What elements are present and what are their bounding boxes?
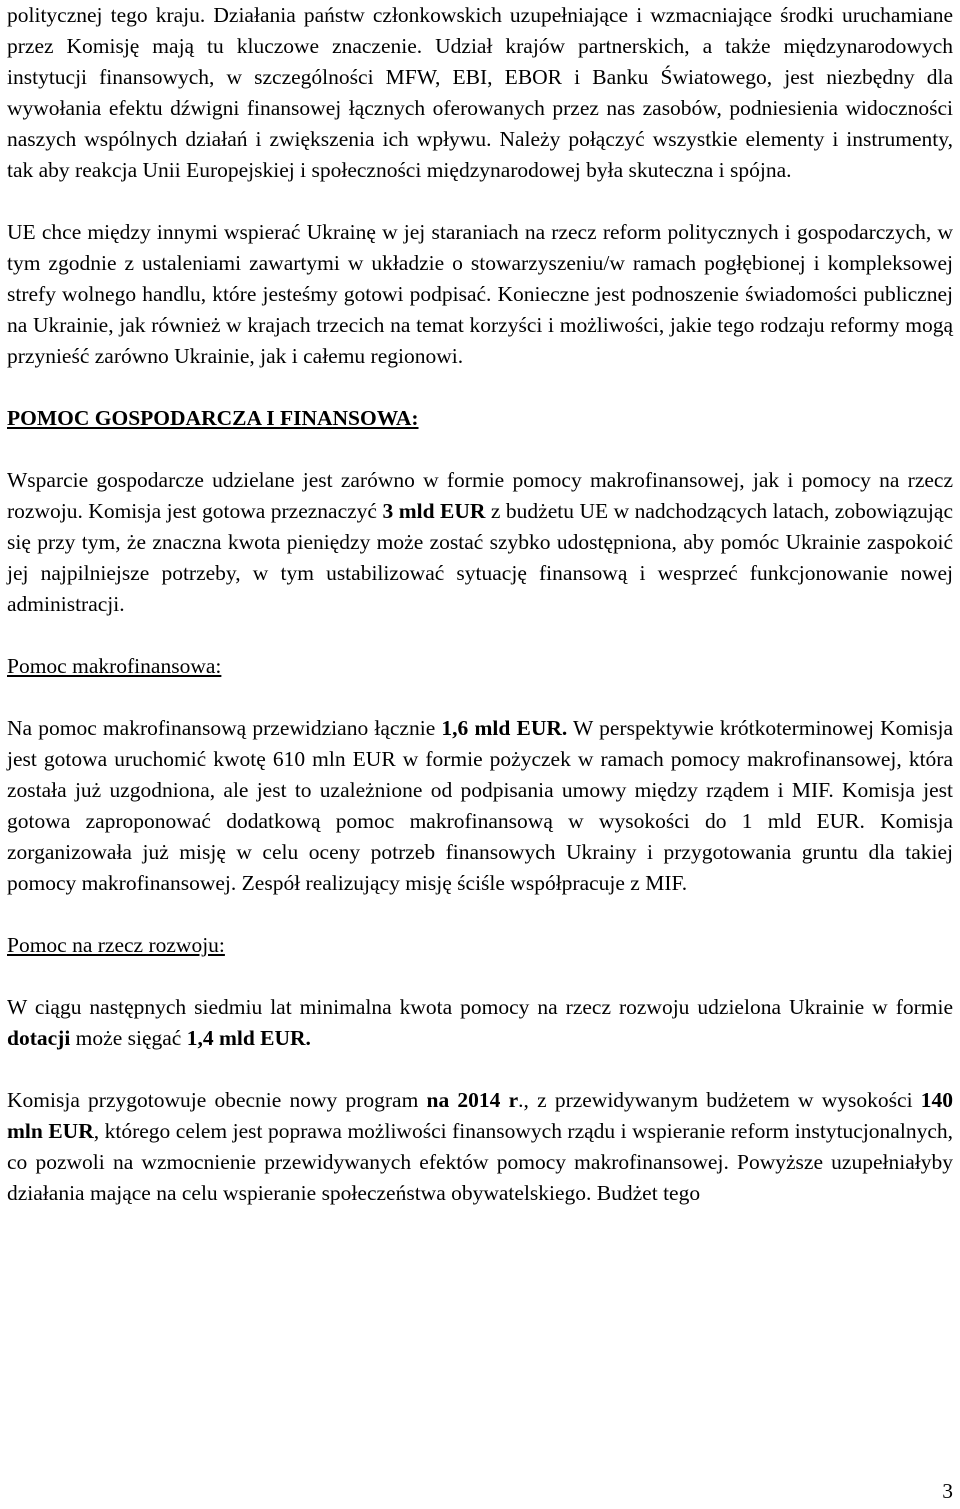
- paragraph-text: Komisja przygotowuje obecnie nowy program: [7, 1088, 427, 1112]
- bold-year-2014: na 2014 r: [426, 1088, 519, 1112]
- paragraph-text: Na pomoc makrofinansową przewidziano łącznie: [7, 716, 442, 740]
- paragraph-new-program-2014: [7, 1085, 953, 1209]
- paragraph-text: może sięgać: [70, 1026, 187, 1050]
- paragraph-development-aid: [7, 992, 953, 1054]
- bold-amount-3bn: 3 mld EUR: [382, 499, 486, 523]
- paragraph-macro-financial-aid: [7, 713, 953, 899]
- page-number: 3: [942, 1479, 953, 1503]
- bold-amount-1-4bn: 1,4 mld EUR.: [186, 1026, 311, 1050]
- paragraph-text: , którego celem jest poprawa możliwości finansowych rządu i wspieranie reform instytucjonalnych, co pozwoli na wzmocnienie przewidywanych efektów pomocy makrofinansowej. Powyższe uzupełniałyby działania mające na celu wspieranie społeczeństwa obywatelskiego. Budżet tego: [7, 1119, 953, 1205]
- document-page: [7, 0, 953, 1209]
- subheading-development-aid: Pomoc na rzecz rozwoju:: [7, 933, 225, 957]
- bold-amount-140m: 140 mln EUR: [7, 1088, 953, 1143]
- section-heading-economic-financial-aid: POMOC GOSPODARCZA I FINANSOWA:: [7, 406, 419, 430]
- paragraph-cooperation: politycznej tego kraju. Działania państw członkowskich uzupełniające i wzmacniające środki uruchamiane przez Komisję mają tu kluczowe znaczenie. Udział krajów partnerskich, a także międzynarodowych instytucji finansowych, w szczególności MFW, EBI, EBOR i Banku Światowego, jest niezbędny dla wywołania efektu dźwigni finansowej łącznych oferowanych przez nas zasobów, podniesienia widoczności naszych wspólnych działań i zwiększenia ich wpływu. Należy połączyć wszystkie elementy i instrumenty, tak aby reakcja Unii Europejskiej i społeczności międzynarodowej była skuteczna i spójna.: [7, 3, 953, 182]
- paragraph-text: ., z przewidywanym budżetem w wysokości: [518, 1088, 921, 1112]
- bold-amount-1-6bn: 1,6 mld EUR.: [441, 716, 568, 740]
- paragraph-text: W ciągu następnych siedmiu lat minimalna kwota pomocy na rzecz rozwoju udzielona Ukrainie w formie: [7, 995, 953, 1019]
- paragraph-text: Wsparcie gospodarcze udzielane jest zarówno w formie pomocy makrofinansowej, jak i pomocy na rzecz rozwoju. Komisja jest gotowa przeznaczyć: [7, 468, 953, 523]
- paragraph-text: W perspektywie krótkoterminowej Komisja jest gotowa uruchomić kwotę 610 mln EUR w formie pożyczek w ramach pomocy makrofinansowej, która została już uzgodniona, ale jest to uzależnione od podpisania umowy między rządem i MIF. Komisja jest gotowa zaproponować dodatkową pomoc makrofinansową w wysokości do 1 mld EUR. Komisja zorganizowała już misję w celu oceny potrzeb finansowych Ukrainy i przygotowania gruntu dla takiej pomocy makrofinansowej. Zespół realizujący misję ściśle współpracuje z MIF.: [7, 716, 954, 895]
- paragraph-eu-support-ukraine: UE chce między innymi wspierać Ukrainę w jej staraniach na rzecz reform politycznych i gospodarczych, w tym zgodnie z ustaleniami zawartymi w układzie o stowarzyszeniu/w ramach pogłębionej i kompleksowej strefy wolnego handlu, które jesteśmy gotowi podpisać. Konieczne jest podnoszenie świadomości publicznej na Ukrainie, jak również w krajach trzecich na temat korzyści i możliwości, jakie tego rodzaju reformy mogą przynieść zarówno Ukrainie, jak i całemu regionowi.: [7, 220, 953, 368]
- paragraph-text: z budżetu UE w nadchodzących latach, zobowiązując się przy tym, że znaczna kwota pieniędzy może zostać szybko udostępniona, aby pomóc Ukrainie zaspokoić jej najpilniejsze potrzeby, w tym ustabilizować sytuację finansową i wesprzeć funkcjonowanie nowej administracji.: [7, 499, 953, 616]
- bold-grants: dotacji: [7, 1026, 71, 1050]
- paragraph-economic-support: [7, 465, 953, 620]
- subheading-macro-financial-aid: Pomoc makrofinansowa:: [7, 654, 222, 678]
